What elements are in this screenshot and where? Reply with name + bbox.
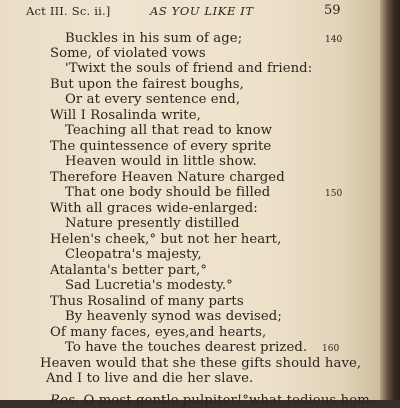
verse-line: Of many faces, eyes,and hearts, [50, 325, 267, 340]
verse-line: Thus Rosalind of many parts [50, 294, 244, 309]
verse-line: 'Twixt the souls of friend and friend: [65, 61, 313, 76]
line-number: 150 [325, 189, 343, 199]
verse-line: Teaching all that read to know [65, 123, 273, 138]
speaker-name: Ros. [50, 393, 80, 408]
verse-line: Sad Lucretia's modesty.° [65, 278, 233, 293]
verse-line: But upon the fairest boughs, [50, 77, 244, 92]
verse-line: Heaven would that she these gifts should have, [40, 356, 362, 371]
verse-line: Buckles in his sum of age; [65, 31, 243, 46]
play-title: AS YOU LIKE IT [150, 4, 254, 18]
line-number: 160 [322, 344, 340, 354]
verse-line: Cleopatra's majesty, [65, 247, 202, 262]
verse-line: Atalanta's better part,° [50, 263, 208, 278]
verse-line: By heavenly synod was devised; [65, 309, 282, 324]
verse-line: To have the touches dearest prized. [65, 340, 308, 355]
verse-line: Therefore Heaven Nature charged [50, 170, 285, 185]
page-number: 59 [324, 3, 341, 18]
line-number: 140 [325, 35, 343, 45]
verse-line: Helen's cheek,° but not her heart, [50, 232, 282, 247]
running-header [26, 4, 346, 22]
verse-line: The quintessence of every sprite [50, 139, 272, 154]
page-edge [380, 0, 400, 400]
verse-line: With all graces wide-enlarged: [50, 201, 258, 216]
verse-line: That one body should be filled [65, 185, 271, 200]
act-scene-label: Act III. Sc. ii.] [26, 4, 111, 18]
verse-line: Or at every sentence end, [65, 92, 241, 107]
verse-line: Some, of violated vows [50, 46, 206, 61]
dialogue-line [50, 393, 374, 408]
dialogue-text: O most gentle pulpiter!°what tedious hom- [83, 393, 375, 408]
verse-line: Will I Rosalinda write, [50, 108, 201, 123]
verse-line: And I to live and die her slave. [46, 371, 254, 386]
verse-line: Heaven would in little show. [65, 154, 257, 169]
verse-line: Nature presently distilled [65, 216, 240, 231]
